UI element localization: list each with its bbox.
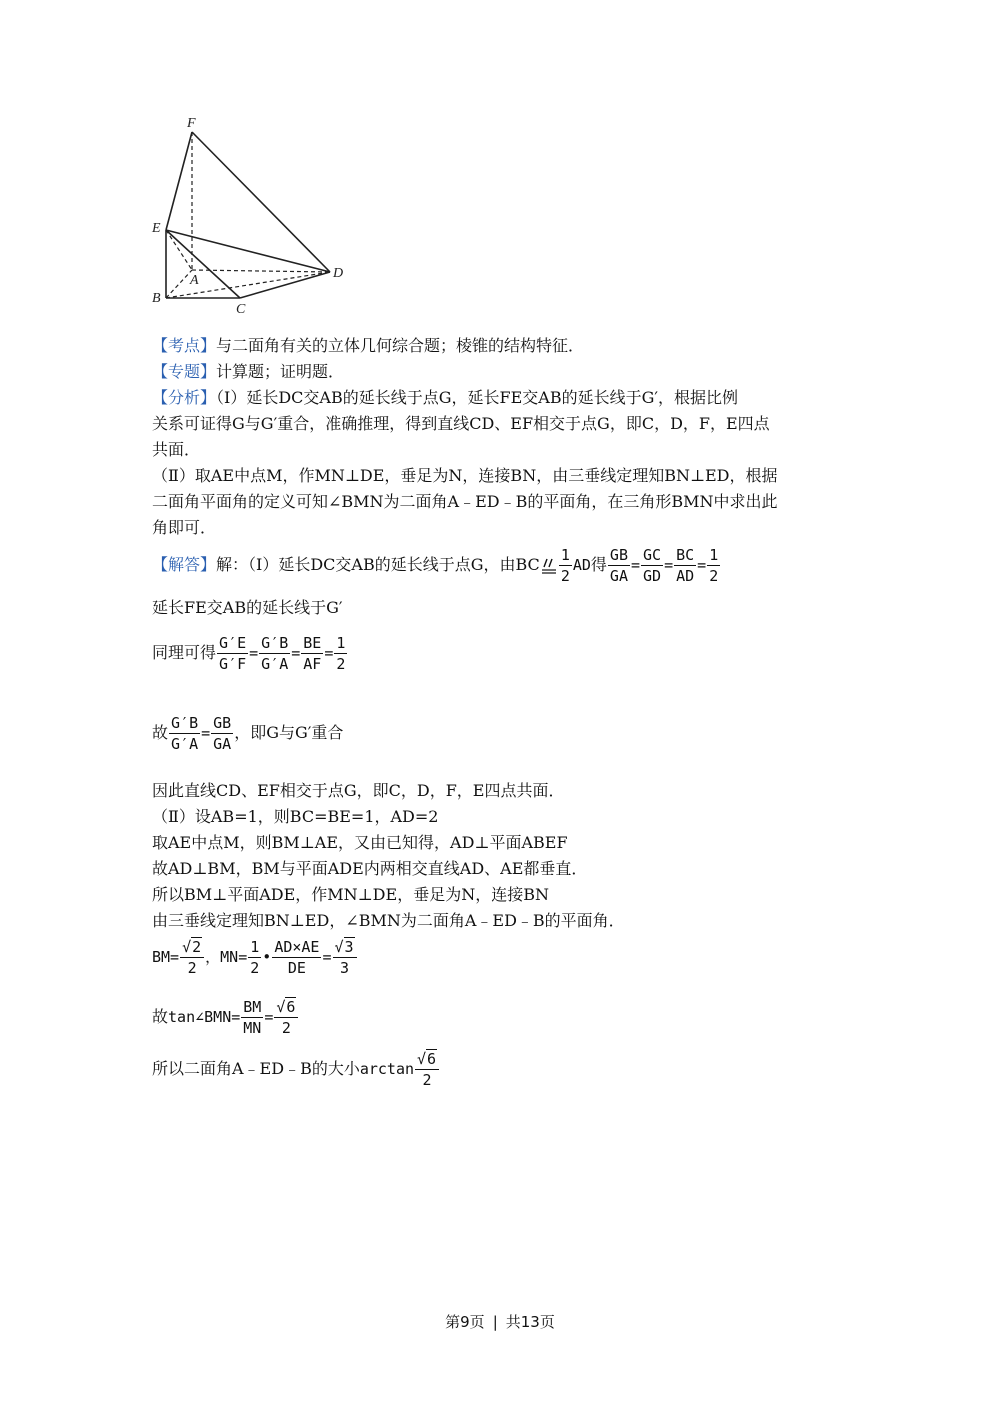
page-number: 第9页 bbox=[445, 1313, 485, 1331]
zhuanti-line bbox=[152, 359, 344, 385]
edge-ed bbox=[166, 230, 330, 272]
kaodian-line bbox=[152, 333, 584, 359]
edge-fd bbox=[192, 132, 330, 272]
fenxi-tag: 【分析】 bbox=[152, 388, 217, 407]
fraction-sqrt3-3: $\frac{√3}{3}$ bbox=[333, 937, 357, 978]
parallel-equal-icon bbox=[542, 557, 556, 575]
footer-separator: | bbox=[492, 1313, 498, 1331]
jieda-line-6: （Ⅱ）设AB=1，则BC=BE=1，AD=2 bbox=[152, 807, 439, 826]
pyramid-figure bbox=[140, 110, 360, 320]
zhuanti-text: 计算题；证明题． bbox=[216, 362, 345, 381]
fraction-gb-ga: $\frac{GB}{GA}$ bbox=[609, 546, 628, 585]
zhuanti-tag: 【专题】 bbox=[152, 362, 217, 381]
page-footer bbox=[0, 1311, 1000, 1332]
jieda-line-last: 所以二面角A﹣ED﹣B的大小arctan $\frac{√6}{2}$ bbox=[152, 1049, 440, 1090]
fraction-arctan-sqrt6-2: $\frac{√6}{2}$ bbox=[415, 1049, 439, 1090]
fraction-half: $\frac{1}{2}$ bbox=[560, 546, 570, 585]
fenxi-line-5: 二面角平面角的定义可知∠BMN为二面角A﹣ED﹣B的平面角，在三角形BMN中求出此 bbox=[152, 492, 778, 511]
jieda-line-9: 所以BM⊥平面ADE，作MN⊥DE，垂足为N，连接BN bbox=[152, 885, 549, 904]
label-f: F bbox=[187, 116, 196, 131]
jieda-line-8: 故AD⊥BM，BM与平面ADE内两相交直线AD、AE都垂直． bbox=[152, 859, 588, 878]
fraction-sqrt6-2: $\frac{√6}{2}$ bbox=[274, 997, 298, 1038]
label-c: C bbox=[236, 302, 246, 317]
fraction-one-half: $\frac{1}{2}$ bbox=[709, 546, 719, 585]
fraction-gc-gd: $\frac{GC}{GD}$ bbox=[643, 546, 662, 585]
jieda-line-10: 由三垂线定理知BN⊥ED，∠BMN为二面角A﹣ED﹣B的平面角． bbox=[152, 911, 625, 930]
label-e: E bbox=[152, 221, 161, 236]
fenxi-line-6: 角即可． bbox=[152, 518, 217, 537]
page-total: 共13页 bbox=[505, 1313, 555, 1331]
kaodian-text: 与二面角有关的立体几何综合题；棱锥的结构特征． bbox=[216, 336, 585, 355]
edge-cd bbox=[240, 272, 330, 298]
jieda-line-bm-mn: BM= $\frac{√2}{2}$ ，MN= $\frac{1}{2}$ • $\frac{AD\times AE}{DE}$ = $\frac{√3}{3}$ bbox=[152, 937, 358, 978]
edge-ba bbox=[166, 270, 192, 298]
edge-ad bbox=[192, 270, 330, 272]
edge-fe bbox=[166, 132, 192, 230]
fenxi-line-1: 【分析】（Ⅰ）延长DC交AB的延长线于点G，延长FE交AB的延长线于G′，根据比例 bbox=[152, 388, 739, 407]
kaodian-tag: 【考点】 bbox=[152, 336, 217, 355]
jieda-line-tan: 故tan∠BMN= $\frac{BM}{MN}$ = $\frac{√6}{2}$ bbox=[152, 997, 299, 1038]
fraction-sqrt2-2: $\frac{√2}{2}$ bbox=[180, 937, 204, 978]
jieda-line-3: 同理可得 $\frac{G'E}{G'F}$ = $\frac{G'B}{G'A}$ = $\frac{BE}{AF}$ = $\frac{1}{2}$ bbox=[152, 634, 346, 673]
fenxi-line-3: 共面． bbox=[152, 440, 201, 459]
label-d: D bbox=[333, 266, 344, 281]
label-a: A bbox=[190, 273, 199, 288]
label-b: B bbox=[152, 291, 161, 306]
fraction-bc-ad: $\frac{BC}{AD}$ bbox=[676, 546, 695, 585]
jieda-tag: 【解答】 bbox=[152, 555, 217, 574]
fenxi-line-2: 关系可证得G与G′重合，准确推理，得到直线CD、EF相交于点G，即C，D，F，E四点 bbox=[152, 414, 770, 433]
jieda-line-2: 延长FE交AB的延长线于G′ bbox=[152, 598, 343, 617]
jieda-line-5: 因此直线CD、EF相交于点G，即C，D，F，E四点共面． bbox=[152, 781, 565, 800]
jieda-line-1: 【解答】解：（Ⅰ）延长DC交AB的延长线于点G，由BC $\frac{1}{2}$ AD得 $\frac{GB}{GA}$ = $\frac{GC}{GD}$ = $\frac{BC}{AD}$ = $\frac{1}{2}$ bbox=[152, 546, 719, 585]
fenxi-line-4: （Ⅱ）取AE中点M，作MN⊥DE，垂足为N，连接BN，由三垂线定理知BN⊥ED，根据 bbox=[152, 466, 778, 485]
jieda-line-7: 取AE中点M，则BM⊥AE，又由已知得，AD⊥平面ABEF bbox=[152, 833, 568, 852]
jieda-line-4: 故 $\frac{G'B}{G'A}$ = $\frac{GB}{GA}$ ，即G与G′重合 bbox=[152, 714, 344, 753]
